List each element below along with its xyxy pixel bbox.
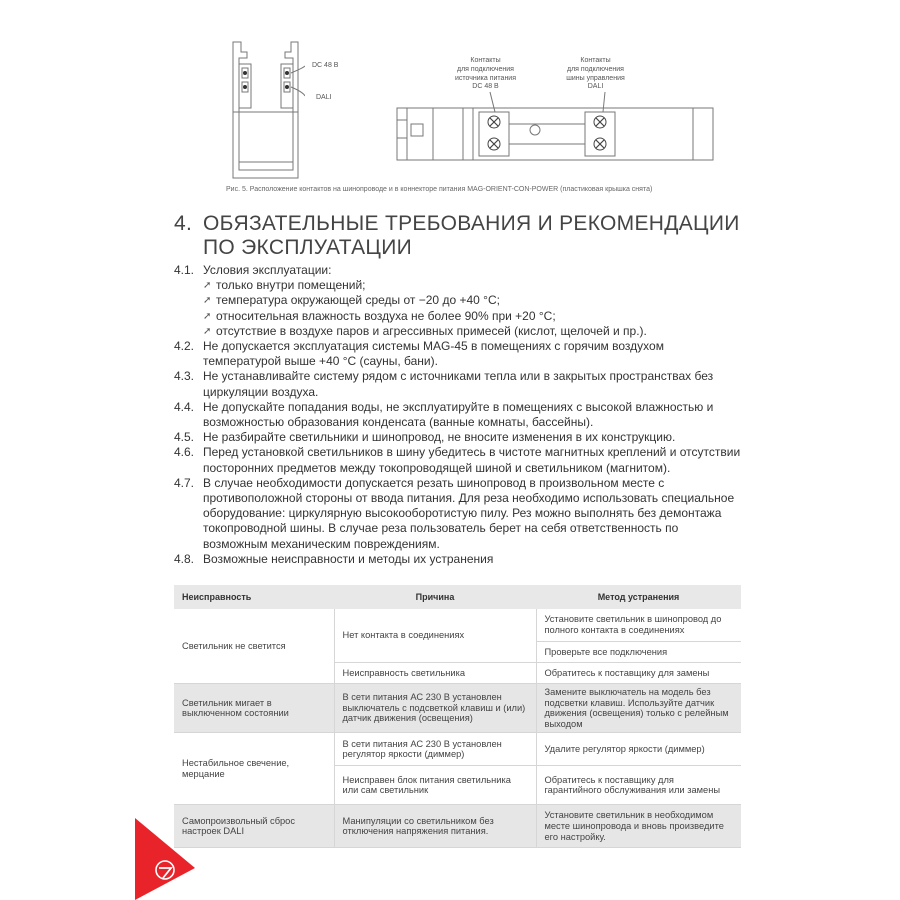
bullet-item: ➚ температура окружающей среды от −20 до +40 °С; [203, 293, 500, 308]
connector-drawing [395, 90, 715, 165]
list-item: 4.3. Не устанавливайте систему рядом с источниками тепла или в закрытых пространствах без циркуляции воздуха. [174, 369, 714, 399]
cause-cell: Нет контакта в соединениях [334, 609, 536, 663]
list-item: 4.5. Не разбирайте светильники и шинопровод, не вносите изменения в их конструкцию. [174, 430, 676, 445]
header-cause: Причина [334, 585, 536, 609]
fix-cell: Удалите регулятор яркости (диммер) [536, 733, 741, 766]
arrow-logo-icon [135, 818, 195, 900]
list-item: 4.6. Перед установкой светильников в шину убедитесь в чистоте магнитных креплений и отсутствии посторонних предметов между токопроводящей шиной и светильником (магнитом). [174, 445, 741, 475]
cause-cell: Неисправность светильника [334, 663, 536, 684]
fix-cell: Замените выключатель на модель без подсветки клавиш. Используйте датчик движения (освещения) только с релейным выходом [536, 684, 741, 733]
header-fault: Неисправность [174, 585, 334, 609]
cause-cell: Неисправен блок питания светильника или сам светильник [334, 766, 536, 805]
bullet-item: ➚ только внутри помещений; [203, 278, 366, 293]
fix-cell: Обратитесь к поставщику для замены [536, 663, 741, 684]
fault-cell: Светильник мигает в выключенном состоянии [174, 684, 334, 733]
list-item: 4.7. В случае необходимости допускается резать шинопровод в произвольном месте с противоположной стороны от ввода питания. Для реза необходимо использовать специальное оборудование: циркулярную высокооборотистую пилу. Рез можно выполнять без демонтажа токопроводной шины. В случае реза пользователь берет на себя ответственность по возможным механическим повреждениям. [174, 475, 735, 551]
header-fix: Метод устранения [536, 585, 741, 609]
fix-cell: Проверьте все подключения [536, 642, 741, 663]
section-title: ОБЯЗАТЕЛЬНЫЕ ТРЕБОВАНИЯ И РЕКОМЕНДАЦИИ ПО ЭКСПЛУАТАЦИИ [203, 212, 740, 259]
arrow-bullet-icon: ➚ [203, 295, 212, 307]
fault-cell: Светильник не светится [174, 609, 334, 684]
fix-cell: Установите светильник в шинопровод до полного контакта в соединениях [536, 609, 741, 642]
cause-cell: В сети питания АС 230 В установлен регулятор яркости (диммер) [334, 733, 536, 766]
fault-cell: Самопроизвольный сброс настроек DALI [174, 805, 334, 848]
table-row [174, 733, 741, 766]
table-header-row [174, 585, 741, 609]
list-item: 4.4. Не допускайте попадания воды, не эксплуатируйте в помещениях с высокой влажностью и возможностью образования конденсата (ванные комнаты, бассейны). [174, 399, 714, 430]
fix-cell: Обратитесь к поставщику для гарантийного обслуживания или замены [536, 766, 741, 805]
table-row [174, 805, 741, 848]
cause-cell: В сети питания АС 230 В установлен выключатель с подсветкой клавиш и (или) датчик движения (освещения) [334, 684, 536, 733]
requirements-list [174, 263, 744, 567]
track-profile-drawing [225, 40, 305, 180]
figure-caption: Рис. 5. Расположение контактов на шинопроводе и в коннекторе питания MAG-ORIENT-CON-POWER (пластиковая крышка снята) [226, 186, 653, 193]
list-item: 4.2. Не допускается эксплуатация системы MAG-45 в помещениях с горячим воздухом температурой выше +40 °С (сауны, бани). [174, 339, 664, 369]
dali-label: DALI [316, 94, 332, 101]
section-number: 4. [174, 212, 193, 235]
bullet-item: ➚ относительная влажность воздуха не более 90% при +20 °С; [203, 308, 556, 323]
cause-cell: Манипуляции со светильником без отключения напряжения питания. [334, 805, 536, 848]
dc48-label: DC 48 В [312, 62, 339, 69]
arrow-bullet-icon: ➚ [203, 325, 212, 337]
fix-cell: Установите светильник в необходимом месте шинопровода и вновь произведите его настройку. [536, 805, 741, 848]
bullet-item: ➚ отсутствие в воздухе паров и агрессивных примесей (кислот, щелочей и пр.). [203, 323, 647, 338]
arrow-bullet-icon: ➚ [203, 310, 212, 322]
table-row [174, 684, 741, 733]
arrow-bullet-icon: ➚ [203, 280, 212, 292]
list-item: 4.8. Возможные неисправности и методы их устранения [174, 551, 494, 566]
fault-cell: Нестабильное свечение, мерцание [174, 733, 334, 805]
control-contacts-label: Контакты для подключения шины управления DALI [566, 57, 625, 91]
table-row [174, 609, 741, 642]
troubleshooting-table [174, 585, 741, 848]
list-item: 4.1. Условия эксплуатации: [174, 263, 332, 277]
power-contacts-label: Контакты для подключения источника питания DC 48 В [454, 57, 517, 91]
